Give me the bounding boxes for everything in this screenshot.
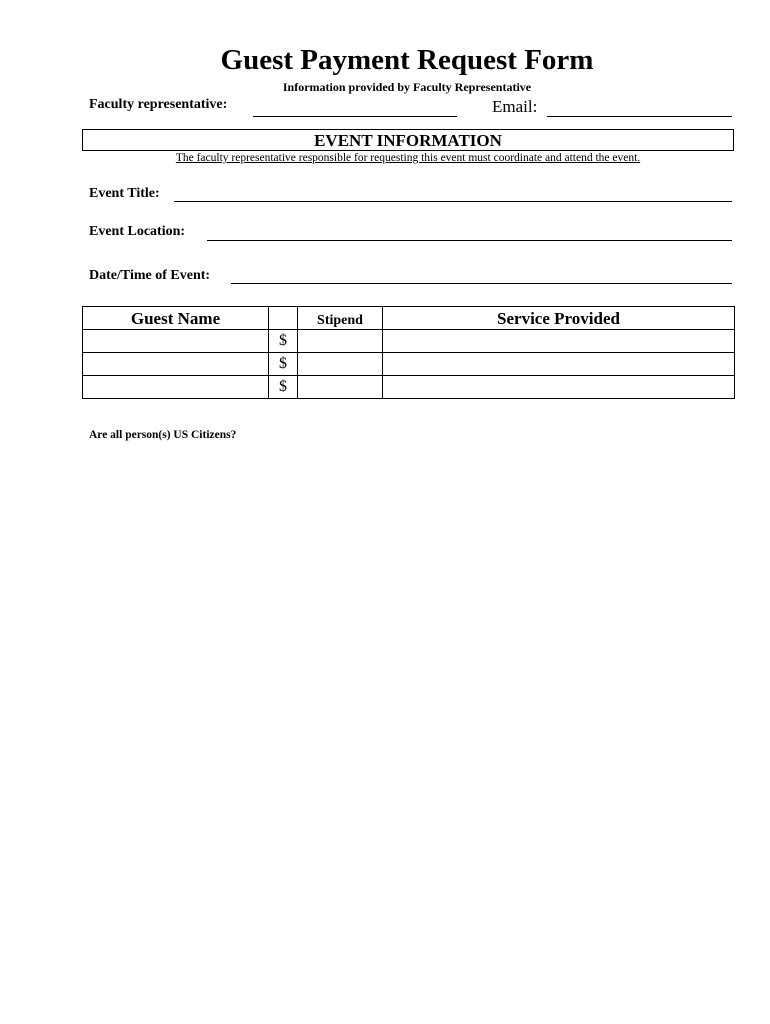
event-information-heading: EVENT INFORMATION bbox=[82, 129, 734, 151]
guest-name-cell[interactable] bbox=[83, 353, 269, 376]
table-row bbox=[83, 330, 735, 353]
table-row bbox=[83, 353, 735, 376]
email-field[interactable] bbox=[547, 116, 732, 117]
currency-cell: $ bbox=[269, 330, 298, 353]
faculty-representative-field[interactable] bbox=[253, 116, 457, 117]
event-location-field[interactable] bbox=[207, 240, 732, 241]
event-title-label: Event Title: bbox=[89, 186, 160, 201]
event-note: The faculty representative responsible for requesting this event must coordinate and attend the event. bbox=[175, 152, 641, 164]
form-title: Guest Payment Request Form bbox=[220, 44, 594, 76]
table-row bbox=[83, 376, 735, 399]
stipend-header: Stipend bbox=[298, 307, 383, 330]
stipend-cell[interactable] bbox=[298, 353, 383, 376]
service-provided-cell[interactable] bbox=[383, 330, 735, 353]
service-provided-cell[interactable] bbox=[383, 353, 735, 376]
service-provided-cell[interactable] bbox=[383, 376, 735, 399]
guest-name-cell[interactable] bbox=[83, 376, 269, 399]
citizenship-question: Are all person(s) US Citizens? bbox=[89, 429, 237, 441]
guest-name-header: Guest Name bbox=[83, 307, 269, 330]
datetime-label: Date/Time of Event: bbox=[89, 268, 211, 283]
email-label: Email: bbox=[492, 97, 538, 116]
guest-name-cell[interactable] bbox=[83, 330, 269, 353]
event-location-label: Event Location: bbox=[89, 224, 186, 239]
stipend-cell[interactable] bbox=[298, 376, 383, 399]
currency-cell: $ bbox=[269, 353, 298, 376]
service-provided-header: Service Provided bbox=[383, 307, 735, 330]
form-subtitle: Information provided by Faculty Representative bbox=[282, 80, 532, 94]
guest-table bbox=[82, 306, 735, 399]
faculty-representative-label: Faculty representative: bbox=[89, 97, 228, 112]
guest-table-header-row bbox=[83, 307, 735, 330]
currency-cell: $ bbox=[269, 376, 298, 399]
event-title-field[interactable] bbox=[174, 201, 732, 202]
datetime-field[interactable] bbox=[231, 283, 732, 284]
stipend-cell[interactable] bbox=[298, 330, 383, 353]
currency-header bbox=[269, 307, 298, 330]
